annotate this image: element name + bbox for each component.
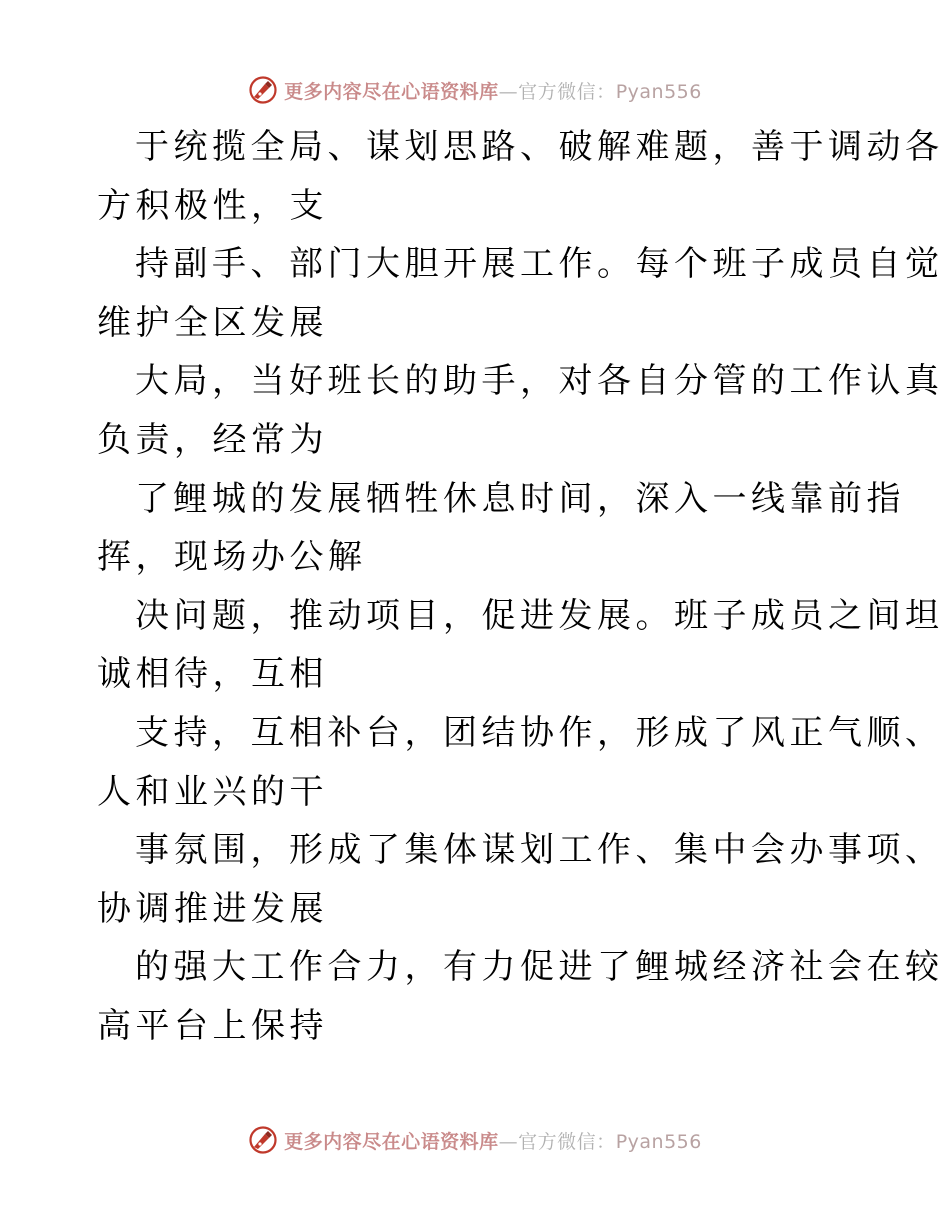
text-line: 持副手、部门大胆开展工作。每个班子成员自觉 xyxy=(135,244,944,285)
text-line: 决问题，推动项目，促进发展。班子成员之间坦 xyxy=(135,595,944,636)
text-line: 大局，当好班长的助手，对各自分管的工作认真 xyxy=(135,361,944,402)
watermark-separator: — xyxy=(498,80,519,103)
text-line: 了鲤城的发展牺牲休息时间，深入一线靠前指 xyxy=(135,478,905,519)
watermark-text xyxy=(284,77,702,104)
text-line: 高平台上保持 xyxy=(97,1005,328,1046)
watermark-wechat-label: 官方微信： xyxy=(518,80,616,103)
watermark-site-text: 更多内容尽在心语资料库 xyxy=(284,80,499,103)
document-body xyxy=(97,118,944,1056)
pen-nib-logo-icon xyxy=(248,75,278,105)
watermark-wechat-id: Pyan556 xyxy=(615,1130,702,1153)
text-line: 诚相待，互相 xyxy=(97,654,328,695)
text-line: 事氛围，形成了集体谋划工作、集中会办事项、 xyxy=(135,830,944,871)
text-line: 人和业兴的干 xyxy=(97,771,328,812)
text-line: 挥，现场办公解 xyxy=(97,537,367,578)
text-line: 维护全区发展 xyxy=(97,302,328,343)
text-line: 于统揽全局、谋划思路、破解难题，善于调动各 xyxy=(135,127,944,167)
text-line: 负责，经常为 xyxy=(97,419,328,460)
pen-nib-logo-icon xyxy=(248,1125,278,1155)
text-line: 的强大工作合力，有力促进了鲤城经济社会在较 xyxy=(135,947,944,988)
header-watermark xyxy=(0,72,950,108)
watermark-separator: — xyxy=(498,1130,519,1153)
watermark-wechat-id: Pyan556 xyxy=(615,80,702,103)
text-line: 协调推进发展 xyxy=(97,888,328,929)
footer-watermark xyxy=(0,1122,950,1158)
text-line: 支持，互相补台，团结协作，形成了风正气顺、 xyxy=(135,712,944,753)
watermark-site-text: 更多内容尽在心语资料库 xyxy=(284,1130,499,1153)
text-line: 方积极性，支 xyxy=(97,185,328,226)
watermark-text xyxy=(284,1127,702,1154)
watermark-wechat-label: 官方微信： xyxy=(518,1130,616,1153)
